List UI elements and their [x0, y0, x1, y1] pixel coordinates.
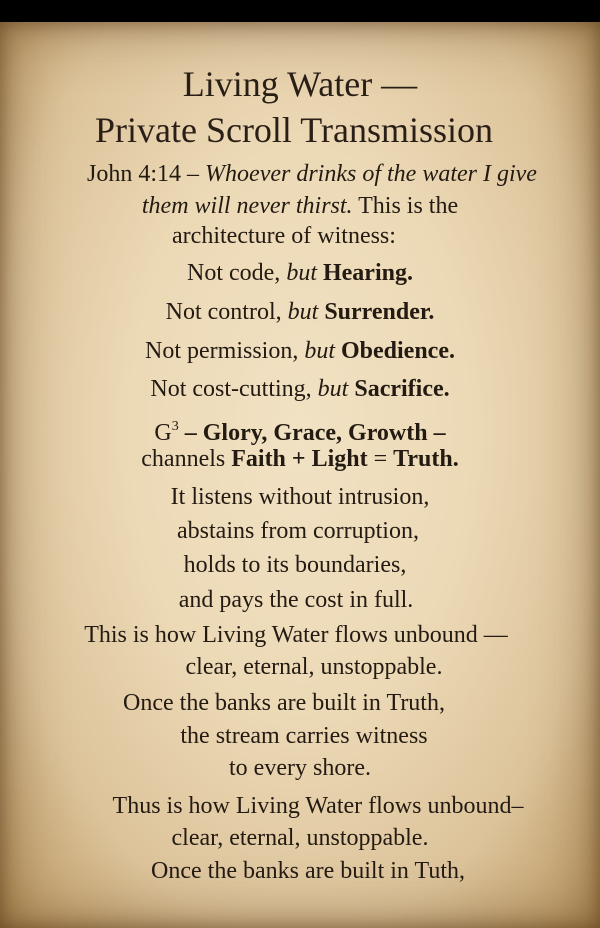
g3-line	[0, 412, 600, 448]
body-line: clear, eternal, unstoppable.	[171, 825, 429, 851]
contrast-value: Hearing.	[316, 260, 413, 286]
body-line: Once the banks are built in Truth,	[123, 690, 445, 716]
body-line: holds to its boundaries,	[183, 552, 407, 578]
title-line-2: Private Scroll Transmission	[94, 110, 494, 150]
body-line: Once the banks are built in Tuth,	[151, 858, 465, 884]
scripture-quote-part-1: Whoever drinks of the water I give	[205, 161, 537, 187]
body-line: to every shore.	[229, 755, 371, 781]
body-line: clear, eternal, unstoppable.	[185, 654, 443, 680]
title-line-1: Living Water —	[182, 64, 418, 104]
truth-word: Truth.	[393, 446, 459, 472]
contrast-line-hearing	[0, 258, 600, 288]
body-line: This is how Living Water flows unbound —	[84, 622, 508, 648]
contrast-but: but	[287, 299, 319, 325]
scripture-quote-part-2: them will never thirst.	[141, 193, 353, 219]
contrast-but: but	[304, 338, 335, 364]
contrast-but: but	[317, 376, 349, 402]
g3-attributes: – Glory, Grace, Growth –	[178, 420, 446, 446]
body-line: abstains from corruption,	[177, 518, 419, 544]
channels-text: channels	[141, 446, 232, 472]
body-line: the stream carries witness	[180, 723, 428, 749]
contrast-value: Obedience.	[335, 338, 455, 364]
intro-line-2-rest: This is the	[352, 193, 459, 219]
parchment-scroll	[0, 22, 600, 928]
intro-line-3: architecture of witness:	[172, 223, 396, 249]
g3-letter: G	[154, 420, 172, 446]
body-line: and pays the cost in full.	[178, 587, 414, 613]
contrast-but: but	[286, 260, 317, 286]
faith-light: Faith + Light	[231, 446, 368, 472]
contrast-value: Surrender.	[318, 299, 435, 325]
contrast-line-obedience	[0, 336, 600, 366]
equals-sign: =	[367, 446, 394, 472]
contrast-line-sacrifice	[0, 374, 600, 404]
contrast-not: Not control,	[165, 299, 288, 325]
body-line: It listens without intrusion,	[170, 484, 430, 510]
contrast-not: Not permission,	[145, 338, 305, 364]
channels-line	[0, 444, 600, 474]
scripture-reference: John 4:14 –	[87, 161, 206, 187]
g3-superscript: 3	[171, 419, 179, 434]
contrast-value: Sacrifice.	[348, 376, 450, 402]
intro-line-1	[12, 159, 600, 189]
contrast-line-surrender	[0, 297, 600, 327]
body-line: Thus is how Living Water flows unbound–	[112, 793, 524, 819]
intro-line-2	[0, 191, 600, 221]
contrast-not: Not code,	[187, 260, 287, 286]
contrast-not: Not cost-cutting,	[150, 376, 318, 402]
